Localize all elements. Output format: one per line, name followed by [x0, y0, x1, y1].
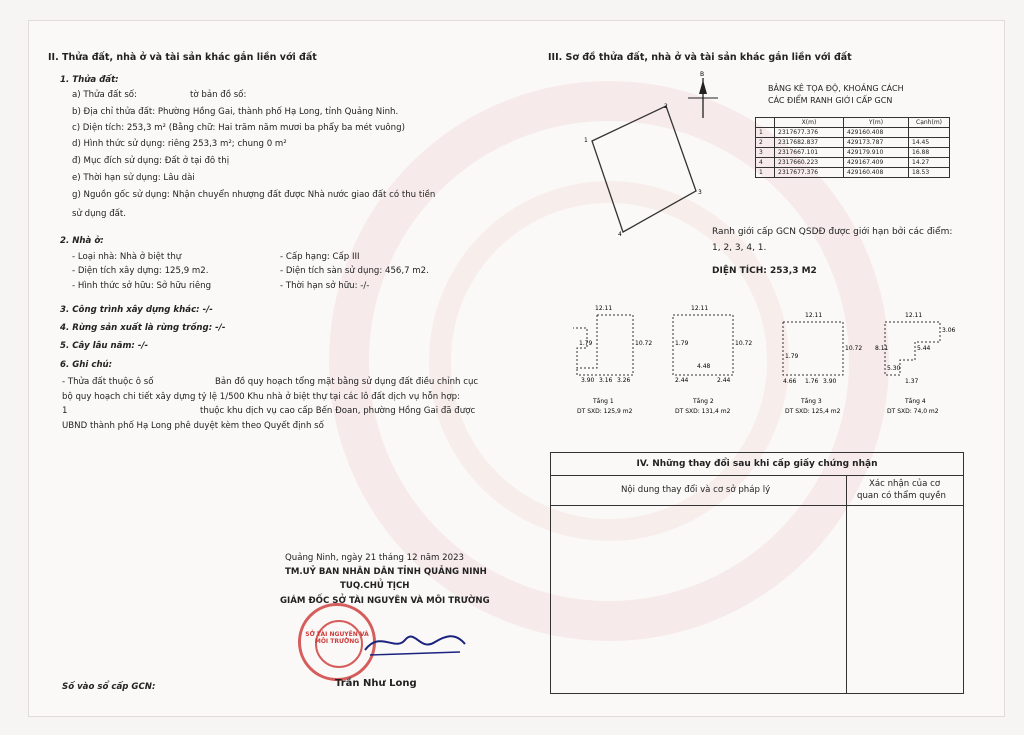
dim-label: 4.66 [783, 378, 797, 385]
table-cell: 2317660.223 [775, 158, 844, 168]
coord-table-title-1: BẢNG KÊ TỌA ĐỘ, KHOẢNG CÁCH [768, 84, 904, 93]
dim-label: 10.72 [845, 345, 863, 352]
signature [360, 622, 470, 662]
use-term: e) Thời hạn sử dụng: Lâu dài [72, 173, 195, 183]
floor-area: DT SXD: 125,9 m2 [577, 408, 633, 415]
table-cell: 429160.408 [844, 168, 909, 178]
dim-label: 1.79 [579, 340, 593, 347]
area: c) Diện tích: 253,3 m² (Bằng chữ: Hai trăm năm mươi ba phẩy ba mét vuông) [72, 123, 405, 133]
table-cell: 2317677.376 [775, 168, 844, 178]
table-cell: 2317682.837 [775, 138, 844, 148]
other-works: 3. Công trình xây dựng khác: -/- [60, 305, 213, 315]
dim-label: 12.11 [691, 305, 709, 312]
house-grade: - Cấp hạng: Cấp III [280, 252, 360, 262]
table-cell: 16.88 [909, 148, 950, 158]
sign-org: TM.UỶ BAN NHÂN DÂN TỈNH QUẢNG NINH [285, 567, 487, 577]
floor-plan-4 [875, 312, 956, 415]
plan-label-4: 4 [618, 231, 622, 238]
dim-label: 3.90 [823, 378, 837, 385]
table-cell: 1 [756, 168, 775, 178]
north-arrow-icon [688, 71, 718, 118]
use-origin-cont: sử dụng đất. [72, 209, 127, 219]
table-header-row [756, 118, 950, 128]
floor-area: DT SXD: 125,4 m2 [785, 408, 841, 415]
dim-label: 2.44 [717, 377, 731, 384]
floor-name: Tầng 3 [801, 398, 822, 405]
table-cell: 2 [756, 138, 775, 148]
section-4-title: IV. Những thay đổi sau khi cấp giấy chứng nhận [551, 453, 963, 476]
dim-label: 3.26 [617, 377, 631, 384]
map-sheet: tờ bản đồ số: [190, 90, 247, 100]
floor-area: - Diện tích sàn sử dụng: 456,7 m2. [280, 266, 429, 276]
boundary-text-2: 1, 2, 3, 4, 1. [712, 243, 767, 253]
dim-label: 5.44 [917, 345, 931, 352]
changes-col-confirm-1: Xác nhận của cơ [869, 479, 941, 489]
floor-name: Tầng 2 [693, 398, 714, 405]
dim-label: 3.90 [581, 377, 595, 384]
table-row [756, 128, 950, 138]
dim-label: 1.79 [785, 353, 799, 360]
table-row [756, 158, 950, 168]
boundary-text-1: Ranh giới cấp GCN QSDĐ được giới hạn bởi các điểm: [712, 227, 953, 237]
section-2-title: II. Thửa đất, nhà ở và tài sản khác gắn liền với đất [48, 52, 317, 63]
plan-area: DIỆN TÍCH: 253,3 M2 [712, 266, 817, 276]
table-cell: 4 [756, 158, 775, 168]
plan-label-2: 2 [664, 103, 668, 110]
table-cell: 429160.408 [844, 128, 909, 138]
table-cell: 3 [756, 148, 775, 158]
registry-number: Số vào sổ cấp GCN: [62, 682, 156, 692]
floor-name: Tầng 4 [905, 398, 926, 405]
land-heading: 1. Thửa đất: [60, 75, 119, 85]
use-purpose: đ) Mục đích sử dụng: Đất ở tại đô thị [72, 156, 230, 166]
house-heading: 2. Nhà ở: [60, 236, 104, 246]
planted-forest: 4. Rừng sản xuất là rừng trồng: -/- [60, 323, 226, 333]
floor-area: DT SXD: 131,4 m2 [675, 408, 731, 415]
dim-label: 12.11 [595, 305, 613, 312]
dim-label: 4.48 [697, 363, 711, 370]
parcel-plan [570, 68, 730, 238]
parcel-number: a) Thửa đất số: [72, 90, 137, 100]
north-label: B [700, 71, 705, 78]
floor-plan-2 [673, 305, 752, 415]
house-type: - Loại nhà: Nhà ở biệt thự [72, 252, 182, 262]
header-x: X(m) [775, 118, 844, 128]
sign-title: GIÁM ĐỐC SỞ TÀI NGUYÊN VÀ MÔI TRƯỜNG [280, 596, 490, 606]
table-cell: 429167.409 [844, 158, 909, 168]
section-3-title: III. Sơ đồ thửa đất, nhà ở và tài sản khác gắn liền với đất [548, 52, 852, 63]
ownership: - Hình thức sở hữu: Sở hữu riêng [72, 281, 212, 291]
floor-plans [555, 300, 967, 420]
note-line-1: - Thửa đất thuộc ô số [62, 377, 154, 387]
dim-label: 1.76 [805, 378, 819, 385]
header-y: Y(m) [844, 118, 909, 128]
note-line-3: thuộc khu dịch vụ cao cấp Bến Đoan, phường Hồng Gai đã được [200, 406, 476, 416]
coord-table-title-2: CÁC ĐIỂM RANH GIỚI CẤP GCN [768, 96, 893, 105]
dim-label: 1.79 [675, 340, 689, 347]
dim-label: 8.11 [875, 345, 889, 352]
signer-name: Trần Như Long [335, 678, 417, 689]
table-cell: 1 [756, 128, 775, 138]
dim-label: 10.72 [635, 340, 653, 347]
dim-label: 12.11 [905, 312, 923, 319]
dim-label: 2.44 [675, 377, 689, 384]
table-cell: 14.45 [909, 138, 950, 148]
floor-area: DT SXD: 74,0 m2 [887, 408, 939, 415]
column-divider [846, 475, 847, 693]
table-cell: 2317667.101 [775, 148, 844, 158]
build-area: - Diện tích xây dựng: 125,9 m2. [72, 266, 209, 276]
header-edge: Cạnh(m) [909, 118, 950, 128]
table-cell: 429179.910 [844, 148, 909, 158]
ownership-term: - Thời hạn sở hữu: -/- [280, 281, 370, 291]
sign-date: Quảng Ninh, ngày 21 tháng 12 năm 2023 [285, 553, 465, 563]
use-origin: g) Nguồn gốc sử dụng: Nhận chuyển nhượng đất được Nhà nước giao đất có thu tiền [72, 190, 436, 200]
note-line-2: bộ quy hoạch chi tiết xây dựng tỷ lệ 1/500 Khu nhà ở biệt thự tại các lô đất dịch vụ hỗn hợp: [62, 392, 460, 402]
table-row [756, 168, 950, 178]
table-cell [909, 128, 950, 138]
table-cell: 18.53 [909, 168, 950, 178]
note-line-1b: Bản đồ quy hoạch tổng mặt bằng sử dụng đất điều chỉnh cục [215, 377, 479, 387]
coord-table [755, 117, 950, 178]
table-cell: 14.27 [909, 158, 950, 168]
notes-heading: 6. Ghi chú: [60, 360, 113, 370]
note-line-3a: 1 [62, 406, 68, 416]
stamp-text: SỞ TÀI NGUYÊN VÀ MÔI TRƯỜNG [305, 631, 369, 645]
table-row [756, 148, 950, 158]
table-cell: 429173.787 [844, 138, 909, 148]
dim-label: 3.06 [942, 327, 956, 334]
dim-label: 10.72 [735, 340, 753, 347]
dim-label: 3.16 [599, 377, 613, 384]
dim-label: 12.11 [805, 312, 823, 319]
sign-role: TUQ.CHỦ TỊCH [340, 581, 410, 591]
dim-label: 5.30 [887, 365, 901, 372]
perennial-trees: 5. Cây lâu năm: -/- [60, 341, 149, 351]
plan-label-3: 3 [698, 189, 702, 196]
changes-col-confirm-2: quan có thẩm quyền [857, 491, 946, 501]
floor-plan-1 [573, 305, 652, 415]
changes-header-row [551, 475, 963, 506]
address: b) Địa chỉ thửa đất: Phường Hồng Gai, thành phố Hạ Long, tỉnh Quảng Ninh. [72, 107, 399, 117]
dim-label: 1.37 [905, 378, 919, 385]
changes-table [550, 452, 964, 694]
table-row [756, 138, 950, 148]
use-form: d) Hình thức sử dụng: riêng 253,3 m²; chung 0 m² [72, 139, 287, 149]
floor-name: Tầng 1 [593, 398, 614, 405]
changes-col-content: Nội dung thay đổi và cơ sở pháp lý [621, 485, 771, 495]
note-line-4: UBND thành phố Hạ Long phê duyệt kèm theo Quyết định số [62, 421, 324, 431]
floor-plan-3 [783, 312, 862, 415]
plan-label-1: 1 [584, 137, 588, 144]
table-cell: 2317677.376 [775, 128, 844, 138]
